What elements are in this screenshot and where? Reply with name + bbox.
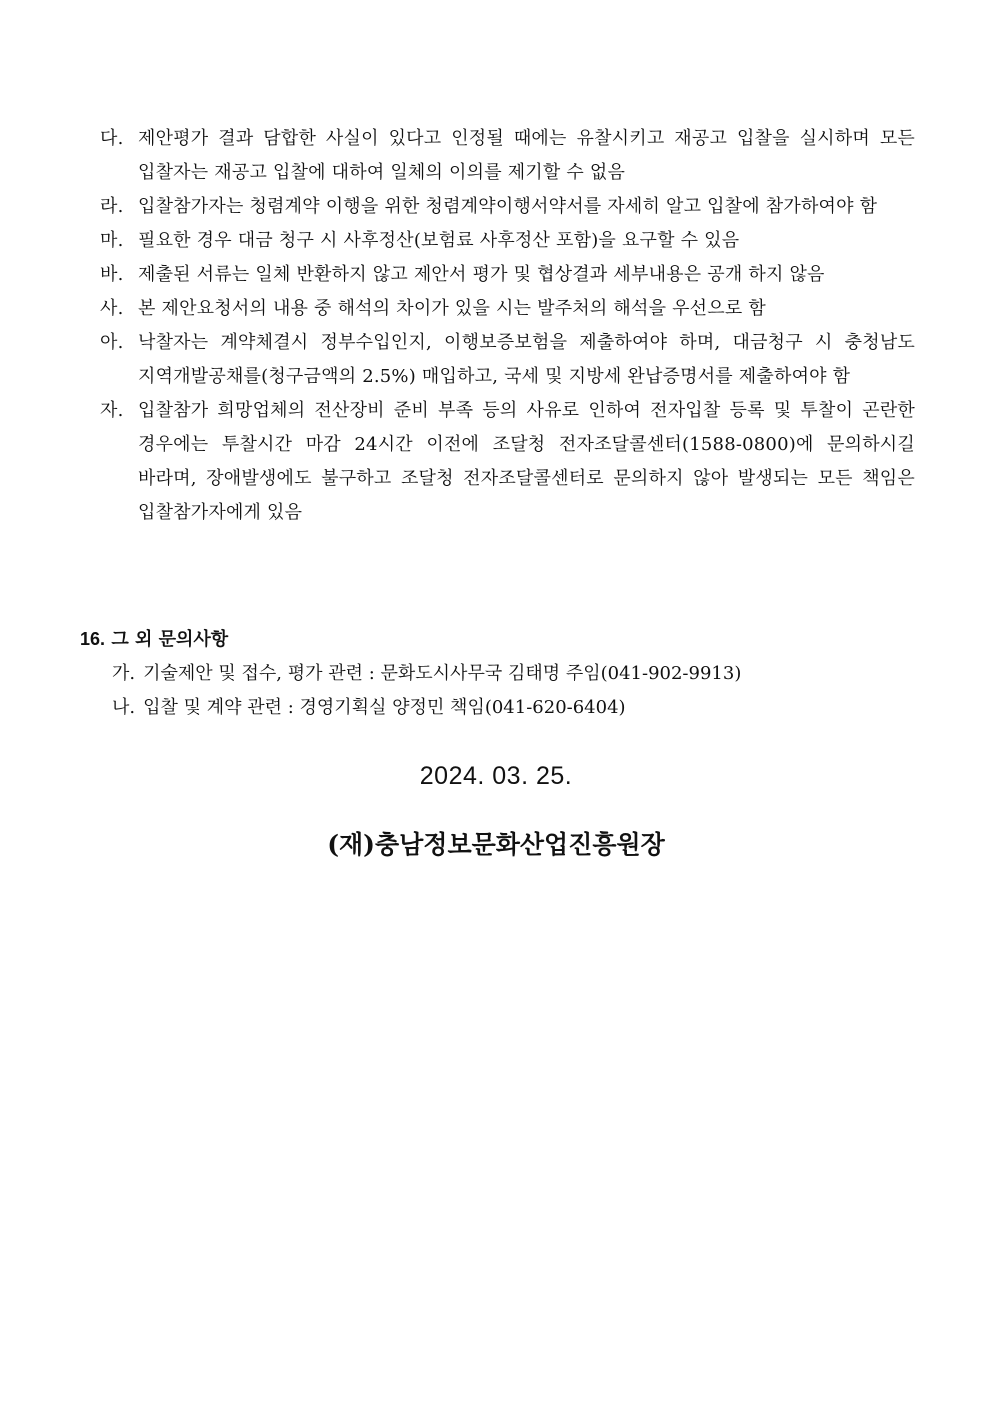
item-marker: 바. xyxy=(100,264,124,285)
item-text: 필요한 경우 대금 청구 시 사후정산(보험료 사후정산 포함)을 요구할 수 있음 xyxy=(138,230,740,251)
section-title: 그 외 문의사항 xyxy=(111,629,229,650)
item-text: 입찰참가자는 청렴계약 이행을 위한 청렴계약이행서약서를 자세히 알고 입찰에 참가하여야 함 xyxy=(138,196,878,217)
item-text: 제출된 서류는 일체 반환하지 않고 제안서 평가 및 협상결과 세부내용은 공개 하지 않음 xyxy=(138,264,825,285)
notice-item xyxy=(100,394,915,530)
contact-item xyxy=(80,691,920,725)
contact-item xyxy=(80,657,920,691)
item-text: 본 제안요청서의 내용 중 해석의 차이가 있을 시는 발주처의 해석을 우선으로 함 xyxy=(138,298,766,319)
item-text: 입찰참가 희망업체의 전산장비 준비 부족 등의 사유로 인하여 전자입찰 등록 및 투찰이 곤란한 경우에는 투찰시간 마감 24시간 이전에 조달청 전자조달콜센터(1588-0800)에 문의하시길 바라며, 장애발생에도 불구하고 조달청 전자조달콜센터로 문의하지 않아 발생되는 모든 책임은 입찰참가자에게 있음 xyxy=(138,400,915,523)
item-marker: 사. xyxy=(100,298,124,319)
notice-item xyxy=(100,224,915,258)
item-marker: 아. xyxy=(100,332,124,353)
issuing-organization: (재)충남정보문화산업진흥원장 xyxy=(327,830,665,859)
item-text: 제안평가 결과 담합한 사실이 있다고 인정될 때에는 유찰시키고 재공고 입찰을 실시하며 모든 입찰자는 재공고 입찰에 대하여 일체의 이의를 제기할 수 없음 xyxy=(138,128,915,183)
notice-item xyxy=(100,292,915,326)
notice-item xyxy=(100,258,915,292)
notice-item xyxy=(100,326,915,394)
notice-item-list xyxy=(100,122,915,530)
notice-item xyxy=(100,190,915,224)
section-heading xyxy=(80,622,920,657)
item-marker: 자. xyxy=(100,400,124,421)
contact-text: 기술제안 및 접수, 평가 관련 : 문화도시사무국 김태명 주임(041-902-9913) xyxy=(143,663,742,684)
item-marker: 다. xyxy=(100,128,124,149)
item-marker: 마. xyxy=(100,230,124,251)
section-other-inquiries xyxy=(80,622,920,725)
notice-item xyxy=(100,122,915,190)
item-text: 낙찰자는 계약체결시 정부수입인지, 이행보증보험을 제출하여야 하며, 대금청구 시 충청남도 지역개발공채를(청구금액의 2.5%) 매입하고, 국세 및 지방세 완납증명서를 제출하여야 함 xyxy=(138,332,915,387)
document-date: 2024. 03. 25. xyxy=(419,762,573,790)
contact-text: 입찰 및 계약 관련 : 경영기획실 양정민 책임(041-620-6404) xyxy=(143,697,626,718)
item-marker: 가. xyxy=(112,663,136,684)
item-marker: 나. xyxy=(112,697,136,718)
section-number: 16. xyxy=(80,629,106,649)
item-marker: 라. xyxy=(100,196,124,217)
